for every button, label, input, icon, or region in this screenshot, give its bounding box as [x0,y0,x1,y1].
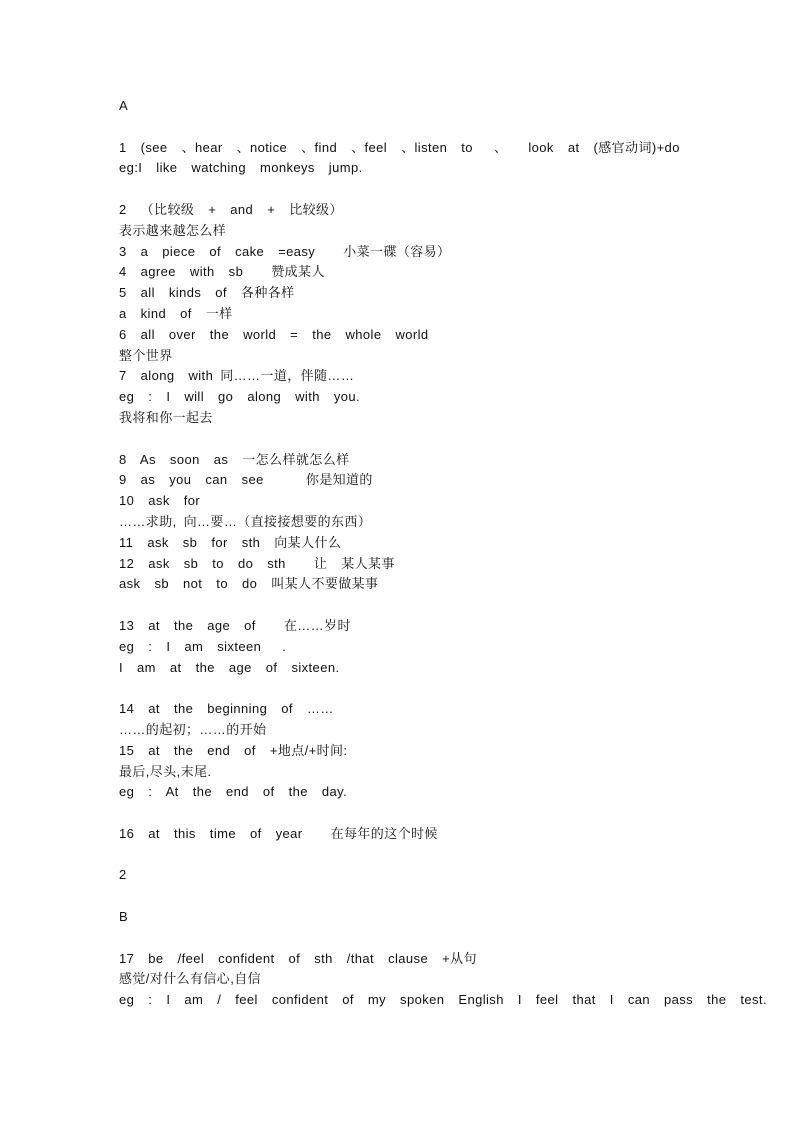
document-body [119,96,767,1011]
text-line: 1 (see 、hear 、notice 、find 、feel 、listen to 、 look at (感官动词)+do [119,139,680,155]
text-line: a kind of 一样 [119,305,233,321]
text-line: 表示越来越怎么样 [119,222,227,238]
text-line: ……求助, 向…要…（直接接想要的东西） [119,513,372,529]
blank-line [119,595,759,616]
blank-line [119,845,759,866]
text-line: 6 all over the world = the whole world [119,326,429,342]
text-line: 16 at this time of year 在每年的这个时候 [119,825,438,841]
blank-line [119,678,759,699]
text-line: ……的起初；……的开始 [119,721,267,737]
text-line: eg:I like watching monkeys jump. [119,160,363,176]
text-line: 17 be /feel confident of sth /that clause +从句 [119,950,477,966]
text-line: 5 all kinds of 各种各样 [119,285,295,301]
text-line: 15 at the end of +地点/+时间: [119,742,348,758]
blank-line [119,928,759,949]
text-line: 4 agree with sb 赞成某人 [119,264,325,280]
text-line: eg : I will go along with you. [119,389,361,405]
text-line: 整个世界 [119,347,173,363]
text-line: 11 ask sb for sth 向某人什么 [119,534,342,550]
text-line: 14 at the beginning of …… [119,701,334,717]
text-line: 2 （比较级 + and + 比较级） [119,201,343,217]
text-line: 13 at the age of 在……岁时 [119,617,351,633]
blank-line [119,117,759,138]
blank-line [119,179,759,200]
blank-line [119,886,759,907]
text-line: I am at the age of sixteen. [119,659,340,675]
text-line: 10 ask for [119,493,201,509]
text-line: 我将和你一起去 [119,409,213,425]
text-line: 2 [119,867,127,883]
text-line: 最后,尽头,末尾. [119,763,212,779]
text-line: 9 as you can see 你是知道的 [119,472,373,488]
text-line: B [119,909,129,925]
text-line: 3 a piece of cake =easy 小菜一碟（容易） [119,243,451,259]
blank-line [119,429,759,450]
text-line: eg : I am sixteen . [119,638,287,654]
text-line: 12 ask sb to do sth 让 某人某事 [119,555,395,571]
text-line: A [119,98,129,113]
text-line: 感觉/对什么有信心,自信 [119,971,262,987]
text-line: eg : I am / feel confident of my spoken English I feel that I can pass the test. [119,992,767,1008]
text-line: 7 along with 同……一道，伴随…… [119,368,355,384]
text-line: ask sb not to do 叫某人不要做某事 [119,576,379,592]
text-line: eg : At the end of the day. [119,784,348,800]
text-line: 8 As soon as 一怎么样就怎么样 [119,451,350,467]
blank-line [119,803,759,824]
